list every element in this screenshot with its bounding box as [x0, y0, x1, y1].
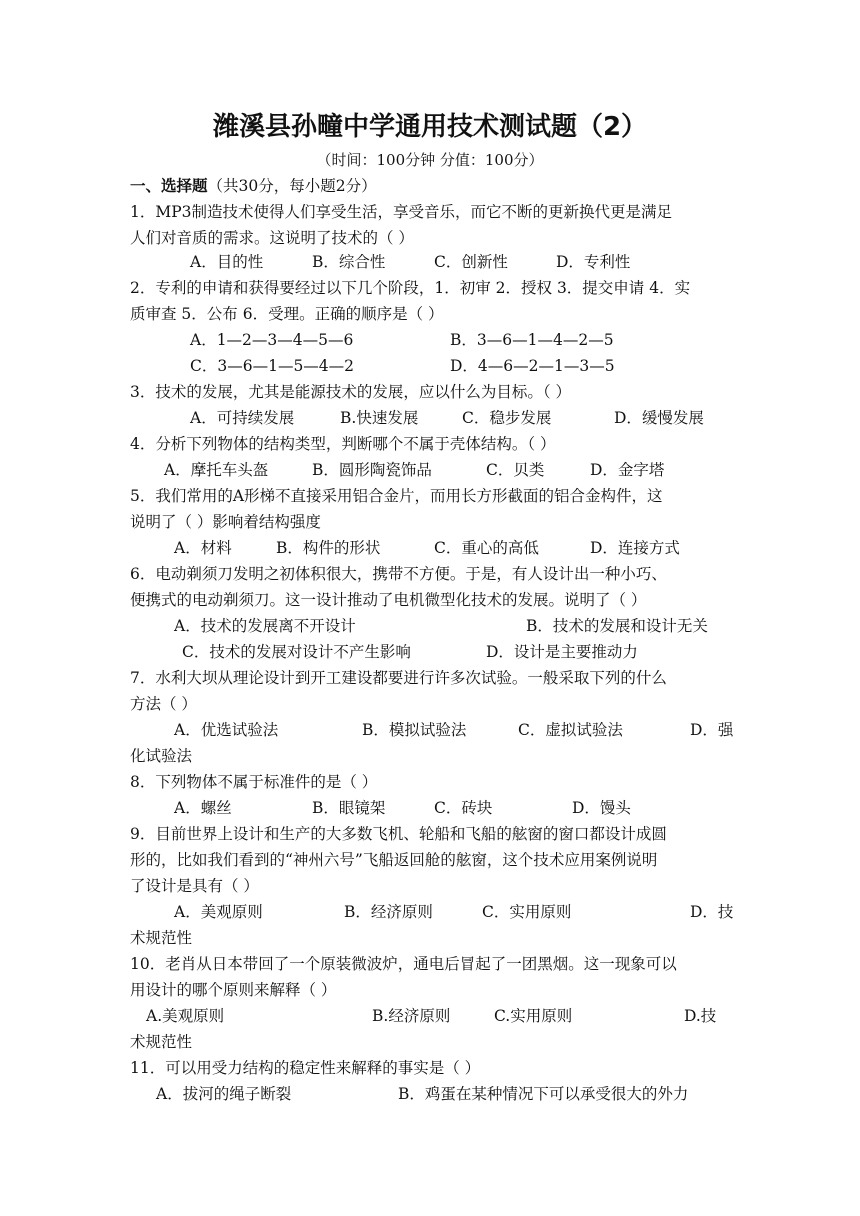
q5-option-c: C．重心的高低 [434, 539, 539, 557]
q11-option-b: B．鸡蛋在某种情况下可以承受很大的外力 [398, 1085, 689, 1103]
question-3-line-1: 3．技术的发展，尤其是能源技术的发展，应以什么为目标。（ ） [130, 383, 572, 401]
q8-option-c: C．砖块 [434, 799, 493, 817]
q6-option-d: D．设计是主要推动力 [486, 643, 638, 661]
q3-option-a: A．可持续发展 [190, 409, 295, 427]
q9-option-d-continued: 术规范性 [130, 929, 193, 947]
q3-option-c: C．稳步发展 [462, 409, 552, 427]
q8-option-d: D．馒头 [572, 799, 631, 817]
exam-info: （时间：100分钟 分值：100分） [316, 151, 544, 169]
q2-option-c: C．3—6—1—5—4—2 [190, 357, 355, 375]
question-9-line-1: 9．目前世界上设计和生产的大多数飞机、轮船和飞船的舷窗的窗口都设计成圆 [130, 825, 667, 843]
q4-option-c: C．贝类 [486, 461, 545, 479]
q4-option-b: B．圆形陶瓷饰品 [312, 461, 432, 479]
question-7-line-1: 7．水利大坝从理论设计到开工建设都要进行许多次试验。一般采取下列的什么 [130, 669, 667, 687]
q9-option-b: B．经济原则 [344, 903, 433, 921]
question-11-line-1: 11．可以用受力结构的稳定性来解释的事实是（ ） [130, 1059, 481, 1077]
question-10-line-2: 用设计的哪个原则来解释（ ） [130, 981, 337, 999]
q8-option-a: A．螺丝 [174, 799, 232, 817]
q6-option-b: B．技术的发展和设计无关 [526, 617, 708, 635]
q3-option-b: B.快速发展 [340, 409, 419, 427]
q1-option-a: A．目的性 [190, 253, 264, 271]
question-10-line-1: 10．老肖从日本带回了一个原装微波炉，通电后冒起了一团黑烟。这一现象可以 [130, 955, 677, 973]
q4-option-d: D．金字塔 [590, 461, 665, 479]
section-title: 一、选择题 [130, 176, 208, 195]
q7-option-d: D．强 [690, 721, 734, 739]
question-2-line-1: 2．专利的申请和获得要经过以下几个阶段，1．初审 2．授权 3．提交申请 4．实 [130, 279, 691, 297]
q7-option-d-continued: 化试验法 [130, 747, 193, 765]
section-heading [130, 176, 730, 196]
question-9-line-3: 了设计是具有（ ） [130, 877, 259, 895]
q9-option-a: A．美观原则 [174, 903, 263, 921]
q4-option-a: A．摩托车头盔 [164, 461, 269, 479]
q7-option-c: C．虚拟试验法 [518, 721, 623, 739]
q2-option-d: D．4—6—2—1—3—5 [450, 357, 615, 375]
q2-option-b: B．3—6—1—4—2—5 [450, 331, 614, 349]
question-5-line-2: 说明了（ ）影响着结构强度 [130, 513, 321, 531]
question-8-line-1: 8．下列物体不属于标准件的是（ ） [130, 773, 378, 791]
question-6-line-1: 6．电动剃须刀发明之初体积很大，携带不方便。于是，有人设计出一种小巧、 [130, 565, 667, 583]
q11-option-a: A．拔河的绳子断裂 [156, 1085, 292, 1103]
q10-option-d-continued: 术规范性 [130, 1033, 193, 1051]
question-9-line-2: 形的，比如我们看到的“神州六号”飞船返回舱的舷窗，这个技术应用案例说明 [130, 851, 658, 869]
question-1-line-2: 人们对音质的需求。这说明了技术的（ ） [130, 229, 414, 247]
q3-option-d: D．缓慢发展 [614, 409, 704, 427]
q5-option-d: D．连接方式 [590, 539, 680, 557]
q2-option-a: A．1—2—3—4—5—6 [190, 331, 354, 349]
question-1-line-1: 1．MP3制造技术使得人们享受生活，享受音乐，而它不断的更新换代更是满足 [130, 203, 673, 221]
question-5-line-1: 5．我们常用的A形梯不直接采用铝合金片，而用长方形截面的铝合金构件，这 [130, 487, 663, 505]
q9-option-c: C．实用原则 [482, 903, 572, 921]
q10-option-c: C.实用原则 [494, 1007, 573, 1025]
q5-option-a: A．材料 [174, 539, 232, 557]
question-7-line-2: 方法（ ） [130, 695, 197, 713]
q10-option-a: A.美观原则 [146, 1007, 225, 1025]
q7-option-b: B．模拟试验法 [362, 721, 467, 739]
q10-option-d: D.技 [684, 1007, 717, 1025]
q9-option-d: D．技 [690, 903, 734, 921]
q7-option-a: A．优选试验法 [174, 721, 279, 739]
q5-option-b: B．构件的形状 [276, 539, 381, 557]
q1-option-b: B．综合性 [312, 253, 386, 271]
q6-option-c: C．技术的发展对设计不产生影响 [182, 643, 411, 661]
q10-option-b: B.经济原则 [372, 1007, 451, 1025]
q8-option-b: B．眼镜架 [312, 799, 386, 817]
section-note: （共30分，每小题2分） [207, 177, 377, 195]
q1-option-d: D．专利性 [556, 253, 631, 271]
q6-option-a: A．技术的发展离不开设计 [174, 617, 356, 635]
question-6-line-2: 便携式的电动剃须刀。这一设计推动了电机微型化技术的发展。说明了（ ） [130, 591, 647, 609]
q1-option-c: C．创新性 [434, 253, 508, 271]
question-2-line-2: 质审查 5．公布 6．受理。正确的顺序是（ ） [130, 305, 444, 323]
question-4-line-1: 4．分析下列物体的结构类型，判断哪个不属于壳体结构。（ ） [130, 435, 556, 453]
page-title: 潍溪县孙疃中学通用技术测试题（2） [212, 112, 648, 142]
